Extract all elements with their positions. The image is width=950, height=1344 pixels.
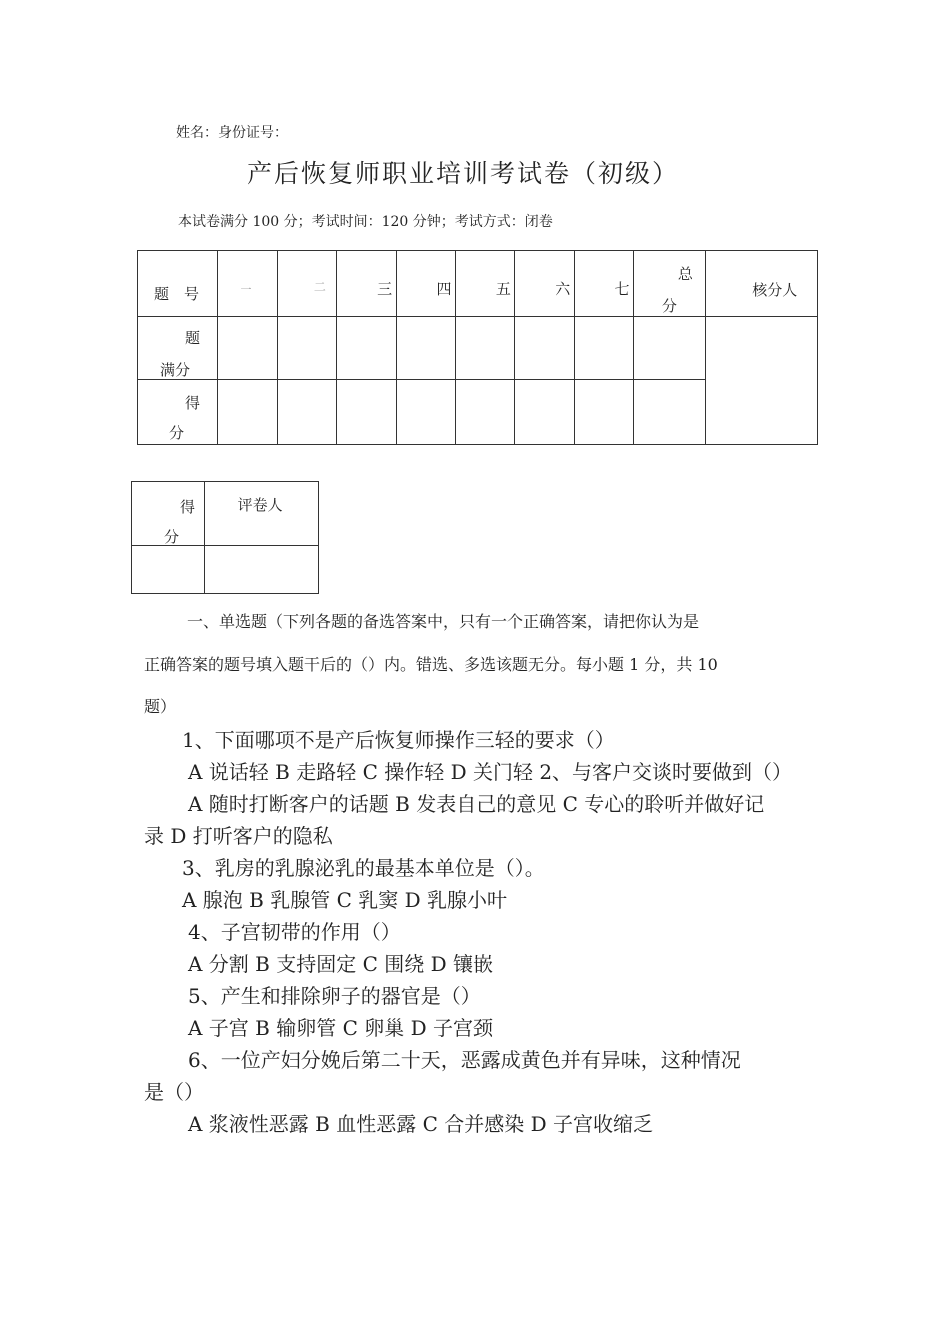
question-3: 3、乳房的乳腺泌乳的最基本单位是（）。: [182, 856, 545, 880]
score-cell: [515, 380, 574, 445]
full-score-cell: [574, 317, 633, 380]
question-3-options: A 腺泡 B 乳腺管 C 乳窦 D 乳腺小叶: [182, 888, 507, 912]
section1-line3: 题）: [144, 697, 177, 716]
page-title: 产后恢复师职业培训考试卷（初级）: [247, 159, 680, 188]
exam-info: 本试卷满分 100 分；考试时间：120 分钟；考试方式：闭卷: [178, 214, 553, 230]
section1-line1: 一、单选题（下列各题的备选答案中，只有一个正确答案，请把你认为是: [187, 612, 700, 631]
col-4: 四: [396, 251, 455, 317]
full-score-cell: [396, 317, 455, 380]
score-table: [137, 250, 818, 445]
full-score-cell: [515, 317, 574, 380]
grader-score-header: 得 分: [132, 482, 205, 546]
question-5: 5、产生和排除卵子的器官是（）: [188, 984, 481, 1008]
col-total: 总 分: [633, 251, 705, 317]
question-2-options-cont: 录 D 打听客户的隐私: [144, 824, 333, 848]
score-cell: [337, 380, 396, 445]
row-header-question-number: 题 号: [138, 251, 218, 317]
question-6-options: A 浆液性恶露 B 血性恶露 C 合并感染 D 子宫收缩乏: [188, 1112, 653, 1136]
full-score-cell: [633, 317, 705, 380]
question-1: 1、下面哪项不是产后恢复师操作三轻的要求（）: [182, 728, 615, 752]
question-1-options: A 说话轻 B 走路轻 C 操作轻 D 关门轻 2、与客户交谈时要做到（）: [188, 760, 793, 784]
row-header-score: 得 分: [138, 380, 218, 445]
full-score-cell: [277, 317, 336, 380]
section1-line2: 正确答案的题号填入题干后的（）内。错选、多选该题无分。每小题 1 分，共 10: [144, 655, 718, 674]
score-cell: [218, 380, 277, 445]
col-7: 七: [574, 251, 633, 317]
col-3: 三: [337, 251, 396, 317]
grader-name-cell: [204, 546, 318, 594]
col-5: 五: [455, 251, 514, 317]
full-score-cell: [218, 317, 277, 380]
name-id-line: 姓名：身份证号：: [176, 125, 288, 141]
grader-table: [131, 481, 319, 594]
score-cell: [574, 380, 633, 445]
col-6: 六: [515, 251, 574, 317]
score-cell: [455, 380, 514, 445]
full-score-cell: [337, 317, 396, 380]
score-cell: [396, 380, 455, 445]
question-4-options: A 分割 B 支持固定 C 围绕 D 镶嵌: [188, 952, 493, 976]
col-checker: 核分人: [706, 251, 818, 317]
col-1: 一: [218, 251, 277, 317]
full-score-cell: [455, 317, 514, 380]
question-2-options: A 随时打断客户的话题 B 发表自己的意见 C 专心的聆听并做好记: [188, 792, 765, 816]
question-5-options: A 子宫 B 输卵管 C 卵巢 D 子宫颈: [188, 1016, 493, 1040]
col-2: 二: [277, 251, 336, 317]
question-4: 4、子宫韧带的作用（）: [188, 920, 401, 944]
row-header-full-score: 题 满分: [138, 317, 218, 380]
score-cell: [633, 380, 705, 445]
checker-cell: [706, 317, 818, 445]
grader-header: 评卷人: [204, 482, 318, 546]
grader-score-cell: [132, 546, 205, 594]
score-cell: [277, 380, 336, 445]
question-6-cont: 是（）: [144, 1080, 204, 1104]
question-6: 6、一位产妇分娩后第二十天，恶露成黄色并有异味，这种情况: [188, 1048, 741, 1072]
